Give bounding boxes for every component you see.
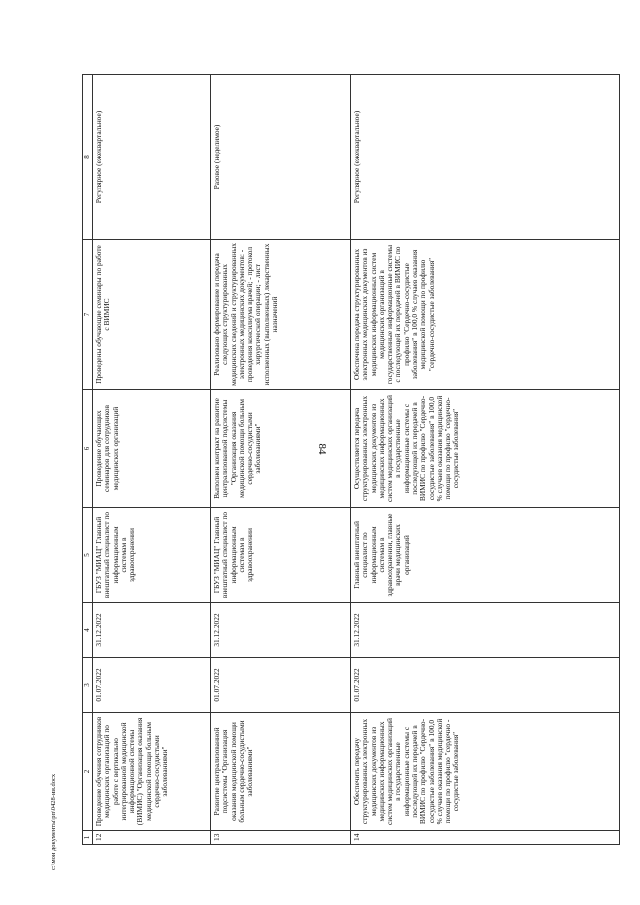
start-date-cell: 01.07.2022	[351, 658, 620, 713]
end-date-cell: 31.12.2022	[93, 603, 211, 658]
header-cell: 1	[83, 831, 93, 845]
table-row	[93, 75, 211, 845]
footer-path: c:\мои документы\рп\0428-ии.docx	[50, 773, 57, 870]
task-cell: Проведение обучения сотрудников медицинских организаций по работе с вертикально интегрированной медицинской информационной системы (ВИМИС) "Организация оказания медицинской помощи больным сердечно-сосудистыми заболеваниями"	[93, 713, 211, 831]
result-cell: Проведены обучающие семинары по работе с ВИМИС	[93, 240, 211, 390]
task-cell: Обеспечить передачу структурированных электронных медицинских документов из медицинских информационных систем медицинских организаций в государственные информационные системы с последующей их передачей в ВИМИС по профилю "Сердечно-сосудистые заболевания" в 100,0 % случаев оказания медицинской помощи по профилю "сердечно - сосудистые заболевания"	[351, 713, 620, 831]
responsible-cell: ГБУЗ "МИАЦ" Главный внештатный специалист по информационным системам в здравоохранении	[93, 508, 211, 603]
description-cell: Проведение обучающих семинаров для сотрудников медицинских организаций	[93, 390, 211, 508]
header-cell: 5	[83, 508, 93, 603]
header-cell: 3	[83, 658, 93, 713]
end-date-cell: 31.12.2022	[351, 603, 620, 658]
page-number: 84	[316, 443, 328, 455]
responsible-cell: Главный внештатный специалист по информационным системам в здравоохранении, главные врачи медицинских организаций	[351, 508, 620, 603]
start-date-cell: 01.07.2022	[211, 658, 351, 713]
header-cell: 4	[83, 603, 93, 658]
regularity-cell: Разовое (неделимое)	[211, 75, 351, 240]
responsible-cell: ГБУЗ "МИАЦ" Главный внештатный специалист по информационным системам в здравоохранении	[211, 508, 351, 603]
table-row	[211, 75, 351, 845]
start-date-cell: 01.07.2022	[93, 658, 211, 713]
header-row	[83, 75, 93, 845]
header-cell: 2	[83, 713, 93, 831]
header-cell: 6	[83, 390, 93, 508]
description-cell: Осуществляется передача структурированных электронных медицинских документов из медицинских информационных систем медицинских организаций в государственные информационные системы с последующей их передачей в ВИМИС по профилю "Сердечно-сосудистые заболевания" в 100,0 % случаев оказания медицинской помощи по профилю "сердечно-сосудистые заболевания"	[351, 390, 620, 508]
description-cell: Выполнен контракт на развитие централизованной подсистемы "Организация оказания медицинской помощи больным сердечно-сосудистыми заболеваниями"	[211, 390, 351, 508]
row-number: 12	[93, 831, 211, 845]
row-number: 14	[351, 831, 620, 845]
regularity-cell: Регулярное (ежеквартальное)	[93, 75, 211, 240]
end-date-cell: 31.12.2022	[211, 603, 351, 658]
result-cell: Обеспечена передача структурированных электронных медицинских документов из медицинских информационных систем медицинских организаций в государственные информационные системы с последующей их передачей в ВИМИС по профилю "Сердечно-сосудистые заболевания" в 100,0 % случаев оказания медицинской помощи по профилю "сердечно-сосудистые заболевания"	[351, 240, 620, 390]
rotated-table-container	[82, 75, 620, 845]
header-cell: 7	[83, 240, 93, 390]
result-cell: Реализовано формирование и передача следующих структурированных медицинских сведений и структурированных электронных медицинских документов: - проведения консилиума врачей; - протокол хирургической операции; - лист исполненных (выполненных) лекарственных назначений	[211, 240, 351, 390]
regularity-cell: Регулярное (ежеквартальное)	[351, 75, 620, 240]
row-number: 13	[211, 831, 351, 845]
table-row	[351, 75, 620, 845]
task-cell: Развитие централизованной подсистемы "Организация оказания медицинской помощи больным сердечно-сосудистыми заболеваниями"	[211, 713, 351, 831]
header-cell: 8	[83, 75, 93, 240]
action-plan-table	[82, 74, 620, 845]
